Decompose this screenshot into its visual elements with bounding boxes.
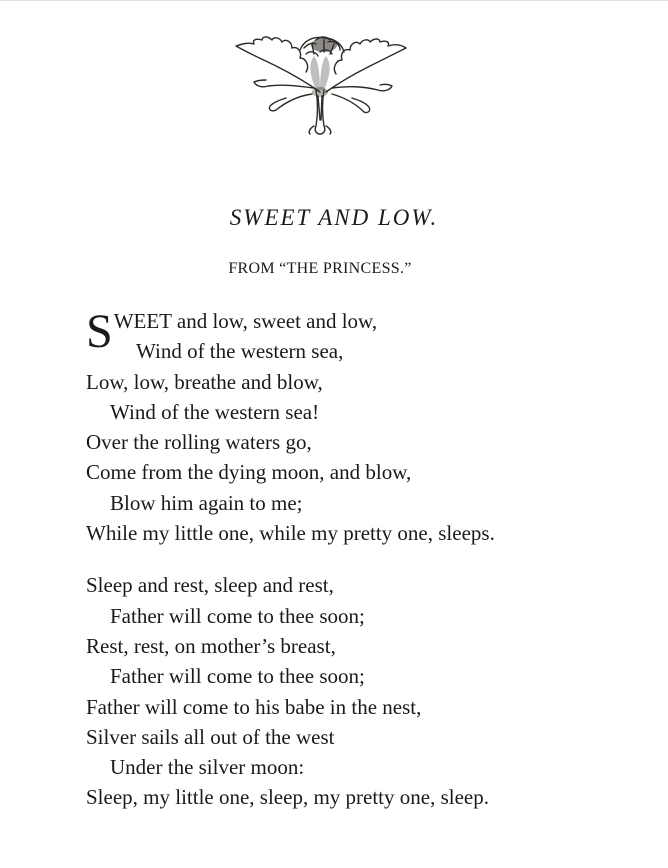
stanza-1 [86, 306, 646, 548]
poem-subtitle: FROM “THE PRINCESS.” [228, 260, 412, 277]
poem-line: Blow him again to me; [110, 490, 303, 515]
poem-line: Father will come to thee soon; [110, 603, 365, 628]
drop-cap: S [86, 305, 113, 358]
poem-line: Over the rolling waters go, [86, 430, 312, 455]
thistle-flower-icon [228, 30, 412, 136]
poem-line: Father will come to his babe in the nest, [86, 694, 422, 719]
poem-line: Low, low, breathe and blow, [86, 369, 323, 394]
poem-line: Rest, rest, on mother’s breast, [86, 633, 336, 658]
poem-line: WEET and low, sweet and low, [113, 309, 378, 333]
poem-body [86, 306, 646, 813]
poem-line: Silver sails all out of the west [86, 724, 335, 749]
poem-line: Under the silver moon: [110, 755, 305, 780]
top-divider [0, 0, 668, 1]
poem-line: While my little one, while my pretty one, sleeps. [86, 521, 495, 546]
poem-line: Wind of the western sea, [136, 339, 344, 364]
poem-line: Father will come to thee soon; [110, 664, 365, 689]
poem-line: Wind of the western sea! [110, 399, 320, 424]
poem-line: Sleep and rest, sleep and rest, [86, 573, 334, 598]
poem-line: Come from the dying moon, and blow, [86, 460, 412, 485]
poem-title: SWEET AND LOW. [229, 205, 439, 230]
poem-line: Sleep, my little one, sleep, my pretty one, sleep. [86, 785, 489, 810]
stanza-2 [86, 570, 646, 812]
